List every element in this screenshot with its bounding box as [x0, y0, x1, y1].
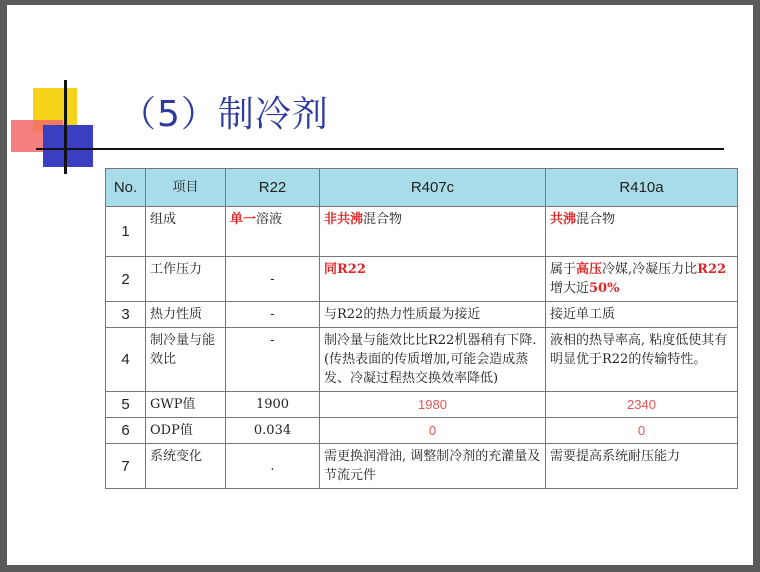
row-item: GWP值 — [146, 392, 226, 418]
cell-r410a: 液相的热导率高, 粘度低使其有明显优于R22的传输特性。 — [546, 328, 738, 392]
cell-text: 增大近 — [550, 281, 590, 296]
highlight-text: 同R22 — [324, 262, 366, 277]
cell-r410a — [546, 207, 738, 257]
row-item: 组成 — [146, 207, 226, 257]
row-number: 1 — [106, 207, 146, 257]
row-item: 热力性质 — [146, 302, 226, 328]
cell-r22: - — [226, 257, 320, 302]
header-r410a: R410a — [546, 169, 738, 207]
cell-r22: - — [226, 302, 320, 328]
cell-r407c: 1980 — [320, 392, 546, 418]
cell-r22 — [226, 207, 320, 257]
cell-r407c: 需更换润滑油, 调整制冷剂的充灌量及节流元件 — [320, 444, 546, 489]
cell-r410a: 0 — [546, 418, 738, 444]
table-row — [106, 207, 738, 257]
table-row — [106, 418, 738, 444]
cell-r22: 0.034 — [226, 418, 320, 444]
cell-r410a: 2340 — [546, 392, 738, 418]
cell-r407c — [320, 207, 546, 257]
cell-text: 冷媒,冷凝压力比 — [602, 262, 698, 277]
row-item: 系统变化 — [146, 444, 226, 489]
cell-text: 属于 — [550, 262, 577, 277]
cell-r410a — [546, 257, 738, 302]
cell-r22: 1900 — [226, 392, 320, 418]
header-item: 项目 — [146, 169, 226, 207]
row-number: 5 — [106, 392, 146, 418]
cell-r407c: 与R22的热力性质最为接近 — [320, 302, 546, 328]
highlight-text: 非共沸 — [324, 212, 364, 227]
highlight-text: R22 — [697, 262, 727, 277]
cell-text: 混合物 — [576, 212, 616, 227]
table-row — [106, 257, 738, 302]
highlight-text: 共沸 — [550, 212, 577, 227]
highlight-text: 单一 — [230, 212, 257, 227]
row-number: 6 — [106, 418, 146, 444]
decor-vertical-line — [64, 80, 67, 174]
table-row — [106, 302, 738, 328]
table-row — [106, 328, 738, 392]
cell-r22: - — [226, 328, 320, 392]
decor-blue-square — [43, 125, 93, 167]
cell-r22: . — [226, 444, 320, 489]
row-item: 工作压力 — [146, 257, 226, 302]
row-item: ODP值 — [146, 418, 226, 444]
row-number: 3 — [106, 302, 146, 328]
row-number: 7 — [106, 444, 146, 489]
header-r407c: R407c — [320, 169, 546, 207]
cell-r407c: 制冷量与能效比比R22机器稍有下降.(传热表面的传质增加,可能会造成蒸发、冷凝过程热交换效率降低) — [320, 328, 546, 392]
highlight-text: 高压 — [576, 262, 603, 277]
header-r22: R22 — [226, 169, 320, 207]
cell-r407c — [320, 257, 546, 302]
title-underline — [36, 148, 724, 150]
cell-r407c: 0 — [320, 418, 546, 444]
cell-text: 溶液 — [256, 212, 283, 227]
cell-r410a: 需要提高系统耐压能力 — [546, 444, 738, 489]
table-header-row — [106, 169, 738, 207]
table-row — [106, 444, 738, 489]
row-item: 制冷量与能效比 — [146, 328, 226, 392]
cell-text: 混合物 — [363, 212, 403, 227]
header-no: No. — [106, 169, 146, 207]
slide-title: （5）制冷剂 — [120, 94, 329, 135]
refrigerant-table — [105, 168, 738, 489]
row-number: 2 — [106, 257, 146, 302]
table-row — [106, 392, 738, 418]
row-number: 4 — [106, 328, 146, 392]
highlight-text: 50% — [589, 281, 620, 296]
cell-r410a: 接近单工质 — [546, 302, 738, 328]
